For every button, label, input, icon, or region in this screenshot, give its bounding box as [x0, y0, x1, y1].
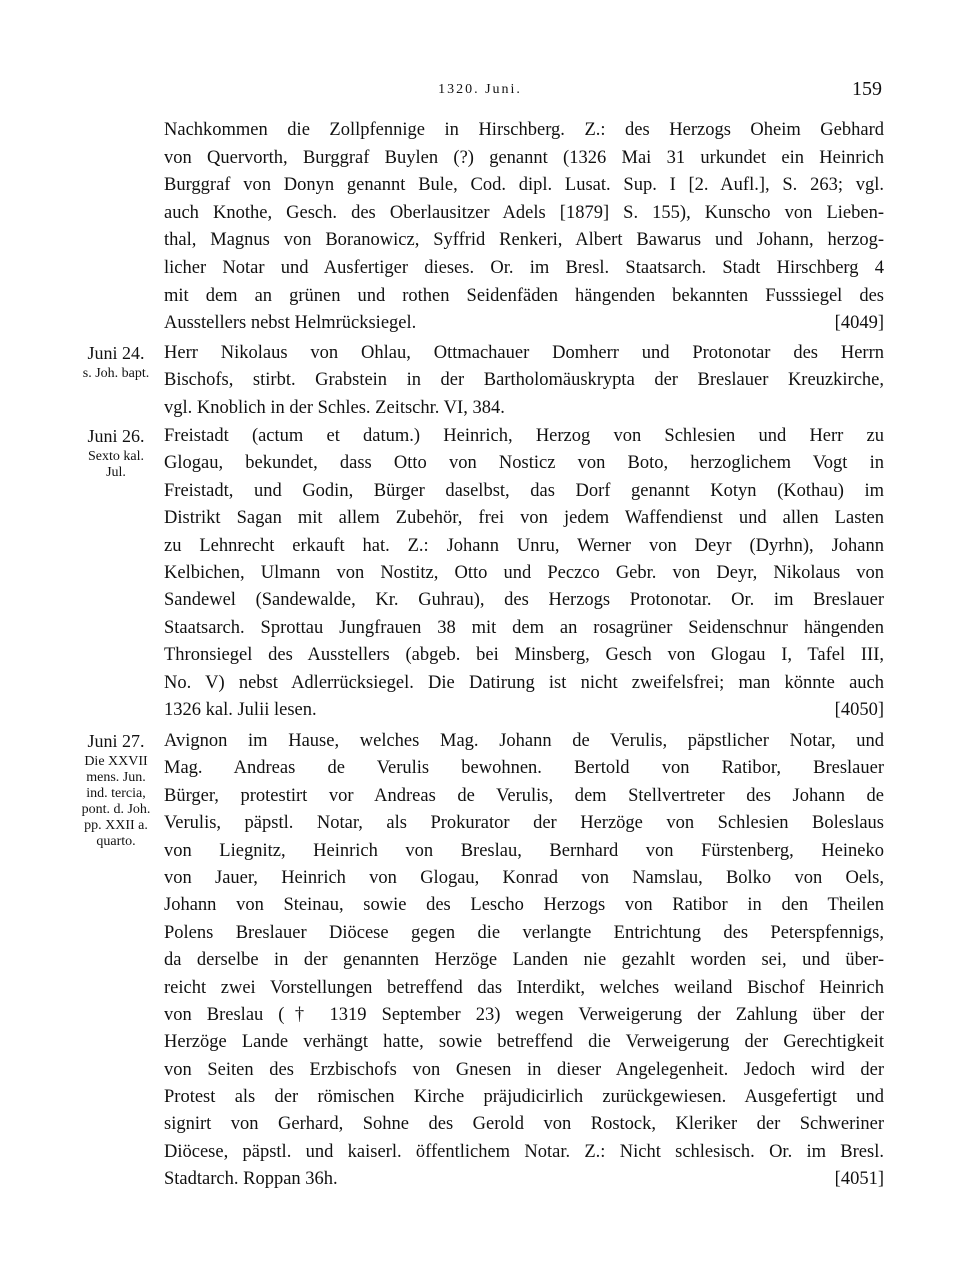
margin-note-line: Die XXVII — [84, 754, 148, 769]
text-line: Diöcese, päpstl. und kaiserl. öffentlichem Notar. Z.: Nicht schlesisch. Or. im Bresl. — [164, 1141, 884, 1162]
text-line: da derselbe in der genannten Herzöge Landen nie gezahlt worden sei, und über- — [164, 950, 884, 971]
text-line: mit dem an grünen und rothen Seidenfäden hängenden bekannten Fusssiegel des — [164, 285, 884, 306]
entry-reference-number: [4049] — [834, 313, 884, 334]
text-line: No. V) nebst Adlerrücksiegel. Die Datirung ist nicht zweifelsfrei; man könnte auch — [164, 672, 884, 693]
page-number: 159 — [852, 78, 882, 100]
entry-text — [164, 340, 884, 422]
text-line: Herr Nikolaus von Ohlau, Ottmachauer Domherr und Protonotar des Herrn — [164, 343, 884, 363]
page-header — [0, 78, 960, 102]
margin-note-line: quarto. — [96, 834, 136, 849]
text-line: Distrikt Sagan mit allem Zubehör, frei von jedem Waffendienst und allen Lasten — [164, 508, 884, 529]
text-line: Herzöge Lande verhängt hatte, sowie betreffend die Verweigerung der Gerechtigkeit — [164, 1032, 884, 1053]
text-line: Nachkommen die Zollpfennige in Hirschberg. Z.: des Herzogs Oheim Gebhard — [164, 120, 884, 140]
text-line: licher Notar und Ausfertiger dieses. Or. im Bresl. Staatsarch. Stadt Hirschberg 4 — [164, 257, 884, 278]
text-line: Thronsiegel des Ausstellers (abgeb. bei Minsberg, Gesch von Glogau I, Tafel III, — [164, 645, 884, 666]
margin-note-line: mens. Jun. — [86, 770, 146, 785]
text-line-content: Stadtarch. Roppan 36h. — [164, 1169, 338, 1190]
margin-note-line: pont. d. Joh. — [81, 802, 151, 817]
margin-note-line: pp. XXII a. — [84, 818, 148, 833]
text-line: zu Lehnrecht erkauft hat. Z.: Johann Unru, Werner von Deyr (Dyrhn), Johann — [164, 535, 884, 556]
text-line: Polens Breslauer Diöcese gegen die verlangte Entrichtung des Peterspfennigs, — [164, 922, 884, 943]
text-line: Sandewel (Sandewalde, Kr. Guhrau), des Herzogs Protonotar. Or. im Breslauer — [164, 590, 884, 611]
margin-note — [70, 340, 162, 382]
text-line: Bischofs, stirbt. Grabstein in der Bartholomäuskrypta der Breslauer Kreuzkirche, — [164, 370, 884, 391]
text-line: reicht zwei Vorstellungen betreffend das Interdikt, welches weiland Bischof Heinrich — [164, 977, 884, 998]
text-line: Freistadt, und Godin, Bürger daselbst, das Dorf genannt Kotyn (Kothau) im — [164, 480, 884, 501]
entry-text — [164, 117, 884, 338]
margin-note-line: Sexto kal. — [88, 449, 144, 464]
text-line: Bürger, protestirt vor Andreas de Verulis, dem Stellvertreter des Johann de — [164, 785, 884, 806]
text-line: von Liegnitz, Heinrich von Breslau, Bernhard von Fürstenberg, Heineko — [164, 840, 884, 861]
text-line — [164, 1166, 884, 1193]
text-line: thal, Magnus von Boranowicz, Syffrid Renkeri, Albert Bawarus und Johann, herzog- — [164, 230, 884, 251]
margin-date: Juni 26. — [87, 426, 145, 446]
text-line-content: vgl. Knoblich in der Schles. Zeitschr. VI, 384. — [164, 397, 505, 418]
running-head: 1320. Juni. — [438, 82, 522, 97]
entry-reference-number: [4050] — [834, 699, 884, 720]
text-line: Avignon im Hause, welches Mag. Johann de Verulis, päpstlicher Notar, und — [164, 731, 884, 751]
text-line: signirt von Gerhard, Sohne des Gerold von Rostock, Kleriker der Schweriner — [164, 1114, 884, 1135]
text-line: von Breslau († 1319 September 23) wegen Verweigerung der Zahlung über der — [164, 1004, 884, 1025]
text-line: Mag. Andreas de Verulis bewohnen. Bertold von Ratibor, Breslauer — [164, 758, 884, 779]
margin-note-line: Jul. — [106, 465, 126, 480]
text-line: auch Knothe, Gesch. des Oberlausitzer Adels [1879] S. 155), Kunscho von Lieben- — [164, 202, 884, 223]
text-line — [164, 310, 884, 338]
text-line: Glogau, bekundet, dass Otto von Nosticz von Boto, herzoglichem Vogt in — [164, 453, 884, 474]
text-line-content: 1326 kal. Julii lesen. — [164, 699, 317, 720]
margin-note — [70, 423, 162, 481]
text-line: von Jauer, Heinrich von Glogau, Konrad von Namslau, Bolko von Oels, — [164, 867, 884, 888]
text-line — [164, 395, 884, 422]
margin-date: Juni 24. — [87, 343, 145, 363]
text-line: Protest als der römischen Kirche präjudicirlich zurückgewiesen. Ausgefertigt und — [164, 1087, 884, 1108]
text-line — [164, 697, 884, 724]
text-line: Verulis, päpstl. Notar, als Prokurator der Herzöge von Schlesien Boleslaus — [164, 813, 884, 834]
text-line: von Seiten des Erzbischofs von Gnesen in dieser Angelegenheit. Jedoch wird der — [164, 1059, 884, 1080]
text-line-content: Ausstellers nebst Helmrücksiegel. — [164, 313, 417, 334]
entry-reference-number: [4051] — [834, 1169, 884, 1190]
margin-note-line: ind. tercia, — [86, 786, 146, 801]
text-line: von Quervorth, Burggraf Buylen (?) genannt (1326 Mai 31 urkundet ein Heinrich — [164, 147, 884, 168]
text-line: Johann von Steinau, sowie des Lescho Herzogs von Ratibor in den Theilen — [164, 895, 884, 916]
text-line: Burggraf von Donyn genannt Bule, Cod. dipl. Lusat. Sup. I [2. Aufl.], S. 263; vgl. — [164, 175, 884, 196]
entry-text — [164, 728, 884, 1194]
text-line: Kelbichen, Ulmann von Nostitz, Otto und Peczco Gebr. von Deyr, Nikolaus von — [164, 562, 884, 583]
margin-note — [70, 728, 162, 850]
text-line: Freistadt (actum et datum.) Heinrich, Herzog von Schlesien und Herr zu — [164, 426, 884, 446]
margin-date: Juni 27. — [87, 731, 145, 751]
text-line: Staatsarch. Sprottau Jungfrauen 38 mit dem an rosagrüner Seidenschnur hängenden — [164, 617, 884, 638]
margin-note-line: s. Joh. bapt. — [82, 366, 150, 381]
entry-text — [164, 423, 884, 724]
